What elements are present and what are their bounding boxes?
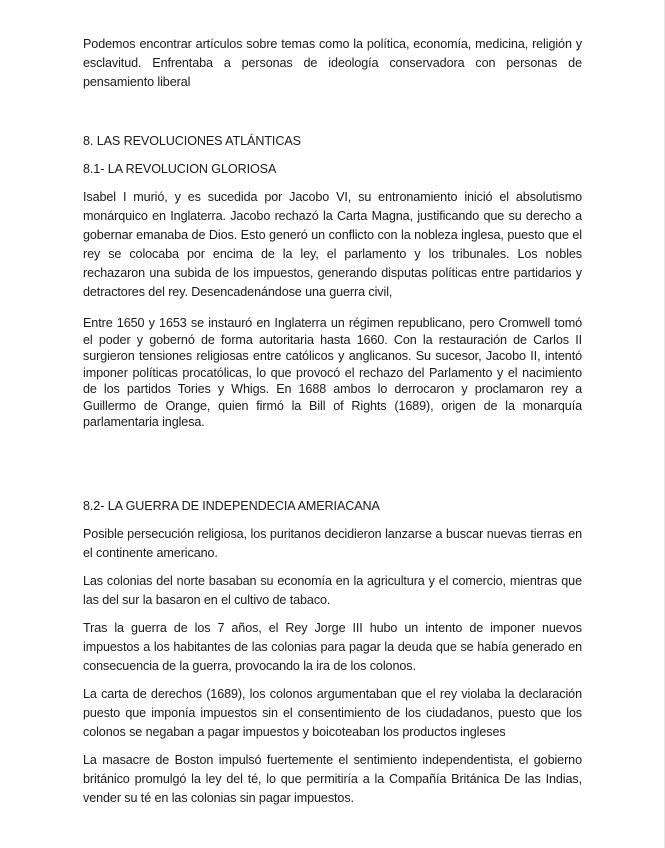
- section-8-2-paragraph-4: La carta de derechos (1689), los colonos argumentaban que el rey violaba la declaración puesto que imponía impuestos sin el consentimiento de los ciudadanos, puesto que los colonos se negaban a pagar impuestos y boicoteaban los productos ingleses: [83, 686, 582, 739]
- section-8-1-paragraph-1: Isabel I murió, y es sucedida por Jacobo VI, su entronamiento inició el absolutismo monárquico en Inglaterra. Jacobo rechazó la Carta Magna, justificando que su derecho a gobernar emanaba de Dios. Esto generó un conflicto con la nobleza inglesa, puesto que el rey se colocaba por encima de la ley, el parlamento y los tribunales. Los nobles rechazaron una subida de los impuestos, generando disputas políticas entre partidarios y detractores del rey. Desencadenándose una guerra civil,: [83, 190, 582, 299]
- section-8-heading: 8. LAS REVOLUCIONES ATLÁNTICAS: [83, 134, 301, 148]
- section-8-1-paragraph-2: Entre 1650 y 1653 se instauró en Inglaterra un régimen republicano, pero Cromwell tomó el poder y gobernó de forma autoritaria hasta 1660. Con la restauración de Carlos II surgieron tensiones religiosas entre católicos y anglicanos. Su sucesor, Jacobo II, intentó imponer políticas procatólicas, lo que provocó el rechazo del Parlamento y el nacimiento de los partidos Tories y Whigs. En 1688 ambos lo derrocaron y proclamaron rey a Guillermo de Orange, quien firmó la Bill of Rights (1689), origen de la monarquía parlamentaria inglesa.: [83, 316, 582, 429]
- section-8-2-paragraph-2: Las colonias del norte basaban su economía en la agricultura y el comercio, mientras que las del sur la basaron en el cultivo de tabaco.: [83, 573, 582, 607]
- intro-paragraph: Podemos encontrar artículos sobre temas como la política, economía, medicina, religión y esclavitud. Enfrentaba a personas de ideología conservadora con personas de pensamiento liberal: [83, 37, 582, 89]
- section-8-2-paragraph-5: La masacre de Boston impulsó fuertemente el sentimiento independentista, el gobierno británico promulgó la ley del té, lo que permitiría a la Compañía Británica De las Indias, vender su té en las colonias sin pagar impuestos.: [83, 752, 582, 805]
- section-8-2-paragraph-3: Tras la guerra de los 7 años, el Rey Jorge III hubo un intento de imponer nuevos impuestos a los habitantes de las colonias para pagar la deuda que se había generado en consecuencia de la guerra, provocando la ira de los colonos.: [83, 620, 582, 673]
- section-8-2-paragraph-1: Posible persecución religiosa, los puritanos decidieron lanzarse a buscar nuevas tierras en el continente americano.: [83, 526, 582, 560]
- section-8-1-heading: 8.1- LA REVOLUCION GLORIOSA: [83, 162, 277, 176]
- section-8-2-heading: 8.2- LA GUERRA DE INDEPENDECIA AMERIACANA: [83, 498, 380, 513]
